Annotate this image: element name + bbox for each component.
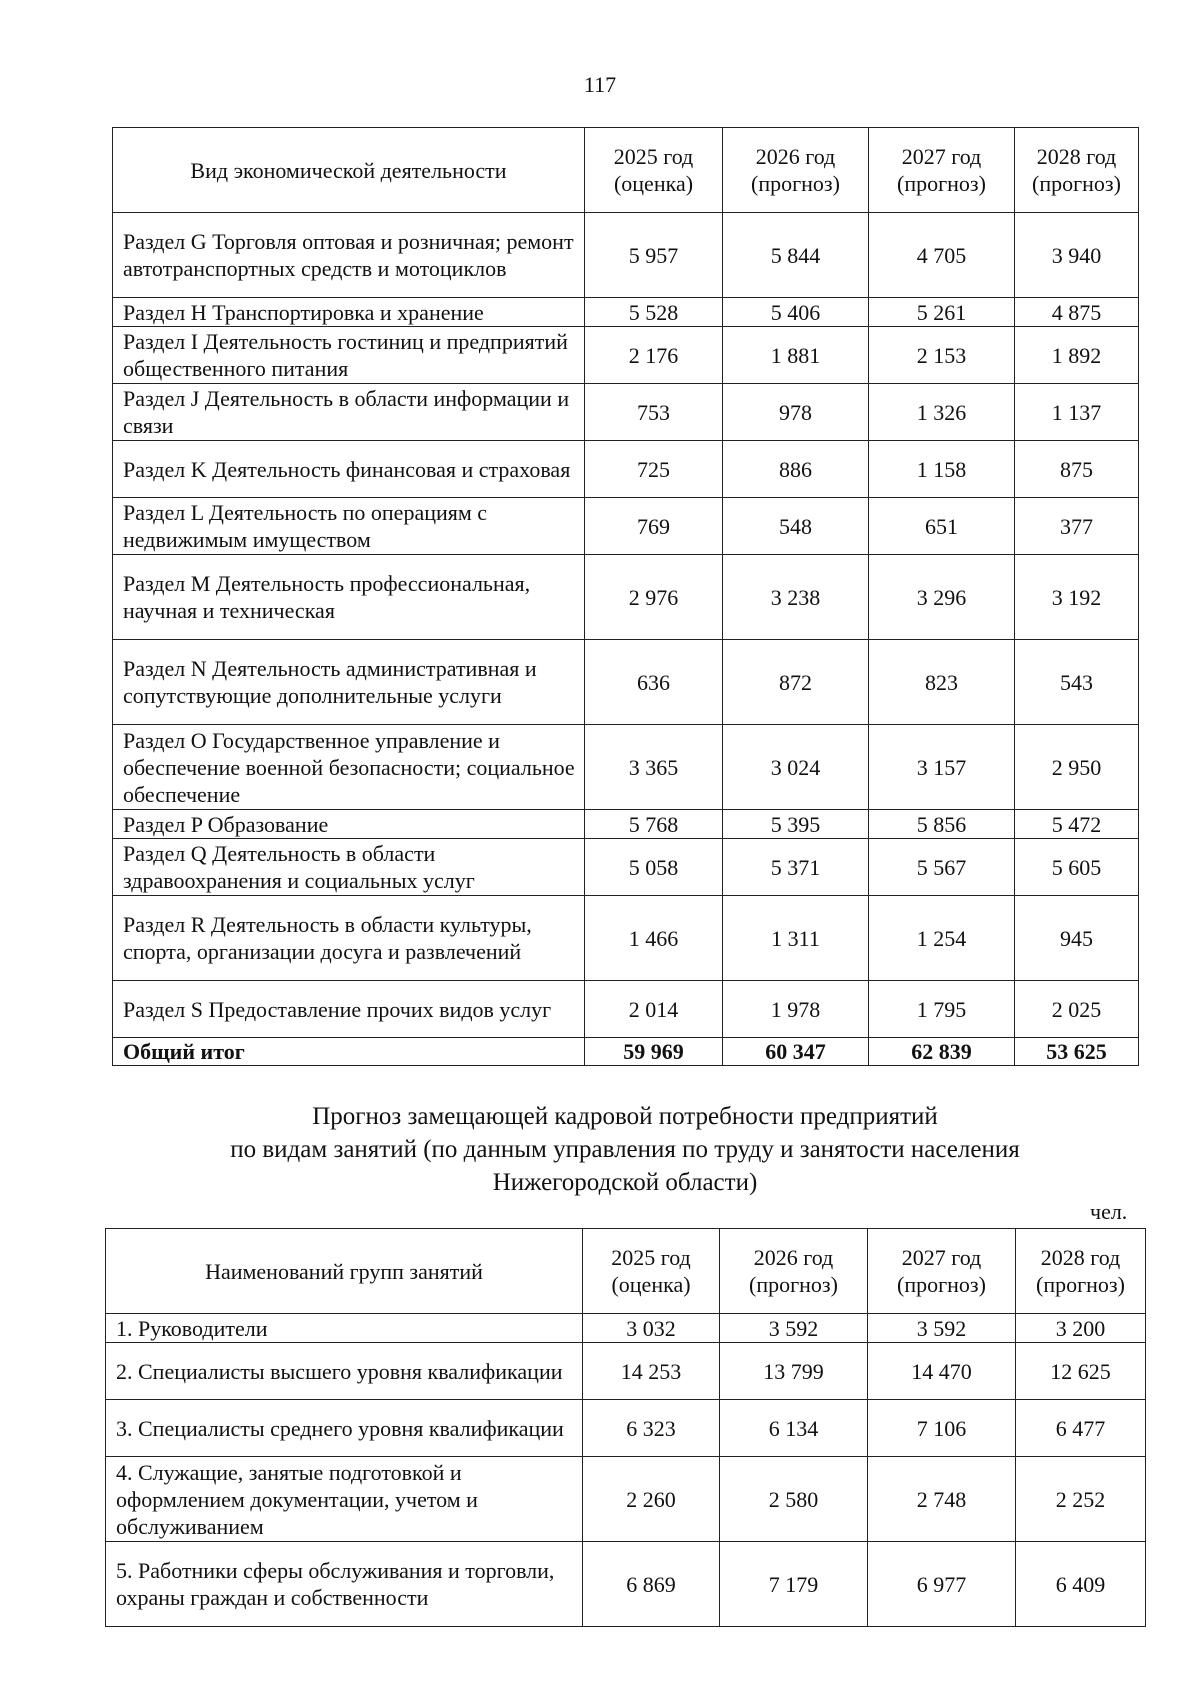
cell-2026: 7 179 xyxy=(720,1542,868,1627)
cell-2025: 5 957 xyxy=(585,213,723,298)
table-row xyxy=(106,1343,1146,1400)
cell-2028: 1 892 xyxy=(1015,327,1139,384)
cell-2028: 945 xyxy=(1015,896,1139,981)
cell-2026: 3 592 xyxy=(720,1314,868,1343)
row-name: 1. Руководители xyxy=(106,1314,583,1343)
cell-2028: 1 137 xyxy=(1015,384,1139,441)
table-row xyxy=(106,1314,1146,1343)
cell-2026: 5 371 xyxy=(723,839,869,896)
table-row xyxy=(113,839,1139,896)
cell-2026: 548 xyxy=(723,498,869,555)
cell-2025: 2 176 xyxy=(585,327,723,384)
table-row xyxy=(113,896,1139,981)
cell-2025: 14 253 xyxy=(583,1343,720,1400)
cell-2026: 3 238 xyxy=(723,555,869,640)
cell-2027: 3 157 xyxy=(869,725,1015,810)
row-name: 4. Служащие, занятые подготовкой и оформлением документации, учетом и обслуживанием xyxy=(106,1457,583,1542)
cell-2027: 14 470 xyxy=(868,1343,1016,1400)
cell-2027: 5 856 xyxy=(869,810,1015,839)
cell-2025: 1 466 xyxy=(585,896,723,981)
cell-2028: 377 xyxy=(1015,498,1139,555)
cell-2028: 3 192 xyxy=(1015,555,1139,640)
cell-2025: 3 032 xyxy=(583,1314,720,1343)
cell-2026: 13 799 xyxy=(720,1343,868,1400)
cell-2025: 3 365 xyxy=(585,725,723,810)
table-row xyxy=(113,384,1139,441)
header-occupation-group: Наименований групп занятий xyxy=(106,1229,583,1314)
cell-2025: 769 xyxy=(585,498,723,555)
section-title xyxy=(0,1100,1200,1199)
table-row xyxy=(106,1400,1146,1457)
cell-2028: 4 875 xyxy=(1015,298,1139,327)
cell-2026: 2 580 xyxy=(720,1457,868,1542)
total-2028: 53 625 xyxy=(1015,1038,1139,1066)
cell-2026: 1 881 xyxy=(723,327,869,384)
header-2026: 2026 год (прогноз) xyxy=(720,1229,868,1314)
cell-2028: 875 xyxy=(1015,441,1139,498)
row-name: Раздел I Деятельность гостиниц и предприятий общественного питания xyxy=(113,327,585,384)
header-2028: 2028 год (прогноз) xyxy=(1015,128,1139,213)
cell-2025: 636 xyxy=(585,640,723,725)
occupation-groups-table xyxy=(105,1228,1146,1627)
cell-2028: 543 xyxy=(1015,640,1139,725)
header-activity: Вид экономической деятельности xyxy=(113,128,585,213)
cell-2028: 5 605 xyxy=(1015,839,1139,896)
cell-2025: 753 xyxy=(585,384,723,441)
cell-2027: 3 296 xyxy=(869,555,1015,640)
total-2026: 60 347 xyxy=(723,1038,869,1066)
cell-2026: 978 xyxy=(723,384,869,441)
cell-2027: 1 254 xyxy=(869,896,1015,981)
cell-2027: 1 795 xyxy=(869,981,1015,1038)
cell-2025: 5 768 xyxy=(585,810,723,839)
cell-2026: 5 406 xyxy=(723,298,869,327)
cell-2028: 6 409 xyxy=(1016,1542,1146,1627)
row-name: Раздел P Образование xyxy=(113,810,585,839)
row-name: Раздел R Деятельность в области культуры, спорта, организации досуга и развлечений xyxy=(113,896,585,981)
cell-2025: 5 058 xyxy=(585,839,723,896)
row-name: Раздел Q Деятельность в области здравоохранения и социальных услуг xyxy=(113,839,585,896)
cell-2027: 6 977 xyxy=(868,1542,1016,1627)
cell-2028: 6 477 xyxy=(1016,1400,1146,1457)
cell-2027: 2 153 xyxy=(869,327,1015,384)
table-row xyxy=(113,725,1139,810)
row-name: Раздел O Государственное управление и обеспечение военной безопасности; социальное обеспечение xyxy=(113,725,585,810)
cell-2026: 1 978 xyxy=(723,981,869,1038)
section-title-line-1: Прогноз замещающей кадровой потребности предприятий xyxy=(312,1103,938,1130)
cell-2025: 725 xyxy=(585,441,723,498)
cell-2027: 5 567 xyxy=(869,839,1015,896)
table-row xyxy=(113,441,1139,498)
cell-2026: 3 024 xyxy=(723,725,869,810)
cell-2026: 886 xyxy=(723,441,869,498)
header-2025: 2025 год (оценка) xyxy=(585,128,723,213)
table-row xyxy=(106,1542,1146,1627)
cell-2027: 1 158 xyxy=(869,441,1015,498)
cell-2025: 2 260 xyxy=(583,1457,720,1542)
cell-2028: 2 252 xyxy=(1016,1457,1146,1542)
cell-2027: 4 705 xyxy=(869,213,1015,298)
cell-2026: 5 395 xyxy=(723,810,869,839)
table-row xyxy=(113,640,1139,725)
cell-2028: 12 625 xyxy=(1016,1343,1146,1400)
total-label: Общий итог xyxy=(113,1038,585,1066)
cell-2026: 6 134 xyxy=(720,1400,868,1457)
header-2025: 2025 год (оценка) xyxy=(583,1229,720,1314)
cell-2028: 2 950 xyxy=(1015,725,1139,810)
total-2025: 59 969 xyxy=(585,1038,723,1066)
row-name: 3. Специалисты среднего уровня квалификации xyxy=(106,1400,583,1457)
table-row xyxy=(113,810,1139,839)
cell-2025: 5 528 xyxy=(585,298,723,327)
table-row xyxy=(113,498,1139,555)
row-name: Раздел N Деятельность административная и сопутствующие дополнительные услуги xyxy=(113,640,585,725)
cell-2027: 5 261 xyxy=(869,298,1015,327)
cell-2025: 6 869 xyxy=(583,1542,720,1627)
cell-2027: 651 xyxy=(869,498,1015,555)
cell-2028: 5 472 xyxy=(1015,810,1139,839)
page-number: 117 xyxy=(583,72,617,97)
header-2026: 2026 год (прогноз) xyxy=(723,128,869,213)
cell-2026: 1 311 xyxy=(723,896,869,981)
cell-2028: 2 025 xyxy=(1015,981,1139,1038)
cell-2027: 2 748 xyxy=(868,1457,1016,1542)
cell-2025: 2 014 xyxy=(585,981,723,1038)
header-2027: 2027 год (прогноз) xyxy=(869,128,1015,213)
cell-2028: 3 200 xyxy=(1016,1314,1146,1343)
section-title-line-3: Нижегородской области) xyxy=(492,1169,758,1196)
section-title-line-2: по видам занятий (по данным управления по труду и занятости населения xyxy=(230,1136,1020,1163)
cell-2026: 5 844 xyxy=(723,213,869,298)
table-row xyxy=(113,213,1139,298)
row-name: 2. Специалисты высшего уровня квалификации xyxy=(106,1343,583,1400)
total-2027: 62 839 xyxy=(869,1038,1015,1066)
unit-label: чел. xyxy=(1090,1199,1128,1224)
cell-2025: 2 976 xyxy=(585,555,723,640)
table-row xyxy=(113,555,1139,640)
row-name: Раздел G Торговля оптовая и розничная; ремонт автотранспортных средств и мотоциклов xyxy=(113,213,585,298)
header-2028: 2028 год (прогноз) xyxy=(1016,1229,1146,1314)
row-name: 5. Работники сферы обслуживания и торговли, охраны граждан и собственности xyxy=(106,1542,583,1627)
cell-2027: 3 592 xyxy=(868,1314,1016,1343)
cell-2026: 872 xyxy=(723,640,869,725)
cell-2025: 6 323 xyxy=(583,1400,720,1457)
total-row xyxy=(113,1038,1139,1066)
cell-2027: 7 106 xyxy=(868,1400,1016,1457)
row-name: Раздел L Деятельность по операциям с недвижимым имуществом xyxy=(113,498,585,555)
table-row xyxy=(113,327,1139,384)
header-2027: 2027 год (прогноз) xyxy=(868,1229,1016,1314)
cell-2028: 3 940 xyxy=(1015,213,1139,298)
row-name: Раздел S Предоставление прочих видов услуг xyxy=(113,981,585,1038)
table-row xyxy=(113,981,1139,1038)
row-name: Раздел H Транспортировка и хранение xyxy=(113,298,585,327)
table-row xyxy=(106,1457,1146,1542)
table-row xyxy=(113,298,1139,327)
row-name: Раздел J Деятельность в области информации и связи xyxy=(113,384,585,441)
cell-2027: 1 326 xyxy=(869,384,1015,441)
row-name: Раздел K Деятельность финансовая и страховая xyxy=(113,441,585,498)
cell-2027: 823 xyxy=(869,640,1015,725)
row-name: Раздел M Деятельность профессиональная, научная и техническая xyxy=(113,555,585,640)
economic-activity-table xyxy=(112,127,1139,1066)
